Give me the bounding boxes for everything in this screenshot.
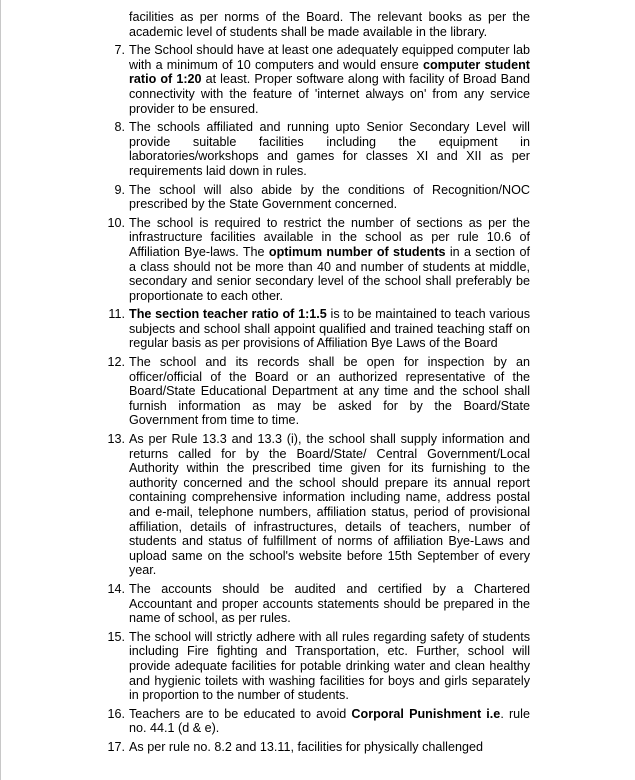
item-number: 12. — [107, 355, 125, 370]
list-item — [98, 183, 530, 212]
page-left-border — [0, 0, 1, 780]
continuation-paragraph: facilities as per norms of the Board. The relevant books as per the academic level of students shall be made available in the library. — [129, 10, 530, 39]
list-item — [98, 43, 530, 116]
bold-emphasis: The section teacher ratio of 1:1.5 — [129, 307, 327, 322]
text-segment: The schools affiliated and running upto Senior Secondary Level will provide suitable facilities including the equipment in laboratories/workshops and games for classes XI and XII as per requirements laid down in rules. — [129, 120, 530, 178]
item-number: 10. — [107, 215, 125, 230]
text-segment: . rule no. 44.1 (d & e). — [129, 706, 530, 736]
bold-emphasis: Corporal Punishment i.e — [351, 706, 501, 721]
text-segment: As per rule no. 8.2 and 13.11, facilities for physically challenged — [129, 739, 483, 754]
item-number: 15. — [107, 629, 125, 644]
item-number: 7. — [114, 43, 125, 58]
list-item — [98, 630, 530, 703]
text-segment: in a section of a class should not be more than 40 and number of students at middle, secondary and senior secondary level of the school shall preferably be proportionate to each other. — [129, 244, 530, 303]
list-item — [98, 432, 530, 578]
item-text — [129, 120, 530, 178]
list-item — [98, 582, 530, 626]
item-number: 13. — [107, 432, 125, 447]
text-segment: Teachers are to be educated to avoid — [129, 706, 352, 721]
item-text — [129, 630, 530, 702]
text-segment: is to be maintained to teach various subjects and school shall appoint qualified and trained teaching staff on regular basis as per provisions of Affiliation Bye Laws of the Board — [129, 307, 530, 351]
text-segment: The School should have at least one adequately equipped computer lab with a minimum of 10 computers and would ensure — [129, 43, 530, 72]
item-text — [129, 355, 530, 427]
item-text — [129, 183, 530, 212]
list-item — [98, 740, 530, 755]
item-number: 9. — [114, 182, 125, 197]
item-number: 14. — [107, 581, 125, 596]
item-number: 16. — [107, 706, 125, 721]
text-segment: at least. Proper software along with facility of Broad Band connectivity with the feature of 'internet always on' from any service provider to be ensured. — [129, 72, 530, 116]
item-text — [129, 432, 530, 577]
list-item — [98, 707, 530, 736]
item-text — [129, 43, 530, 115]
text-segment: The school is required to restrict the number of sections as per the infrastructure facilities available in the school as per rule 10.6 of Affiliation Bye-laws. The — [129, 215, 530, 259]
list-item — [98, 120, 530, 178]
item-text — [129, 307, 530, 350]
document-page — [98, 10, 530, 755]
item-text — [129, 582, 530, 625]
list-item — [98, 216, 530, 304]
text-segment: The accounts should be audited and certified by a Chartered Accountant and proper accounts statements should be prepared in the name of school, as per rules. — [129, 581, 530, 626]
item-text — [129, 707, 530, 736]
item-number: 8. — [114, 120, 125, 135]
bold-emphasis: computer student ratio of 1:20 — [129, 57, 530, 87]
text-segment: As per Rule 13.3 and 13.3 (i), the school shall supply information and returns called for by the Board/State/ Central Government/Local Authority within the prescribed time given for its furnishing to the authority concerned and the school should prepare its annual report containing comprehensive information including name, address postal and e-mail, telephone numbers, affiliation status, period of provisional affiliation, details of infrastructures, details of teachers, number of students and status of fulfillment of norms of affiliation Bye-Laws and upload same on the school's website before 15th September of every year. — [129, 432, 530, 578]
item-number: 17. — [107, 739, 125, 754]
text-segment: The school and its records shall be open for inspection by an officer/official of the Board or an authorized representative of the Board/State Educational Department at any time and the school shall furnish information as may be asked for by the Board/State Government from time to time. — [129, 355, 530, 428]
list-item — [98, 307, 530, 351]
text-segment: The school will also abide by the conditions of Recognition/NOC prescribed by the State Government concerned. — [129, 182, 530, 212]
item-text — [129, 216, 530, 303]
list-item — [98, 355, 530, 428]
bold-emphasis: optimum number of students — [268, 244, 446, 259]
text-segment: The school will strictly adhere with all rules regarding safety of students including Fire fighting and Transportation, etc. Further, school will provide adequate facilities for potable drinking water and clean healthy and hygienic toilets with washing facilities for boys and girls separately in proportion to the number of students. — [129, 629, 530, 703]
numbered-list — [98, 43, 530, 754]
item-text — [129, 740, 483, 754]
item-number: 11. — [108, 307, 125, 322]
